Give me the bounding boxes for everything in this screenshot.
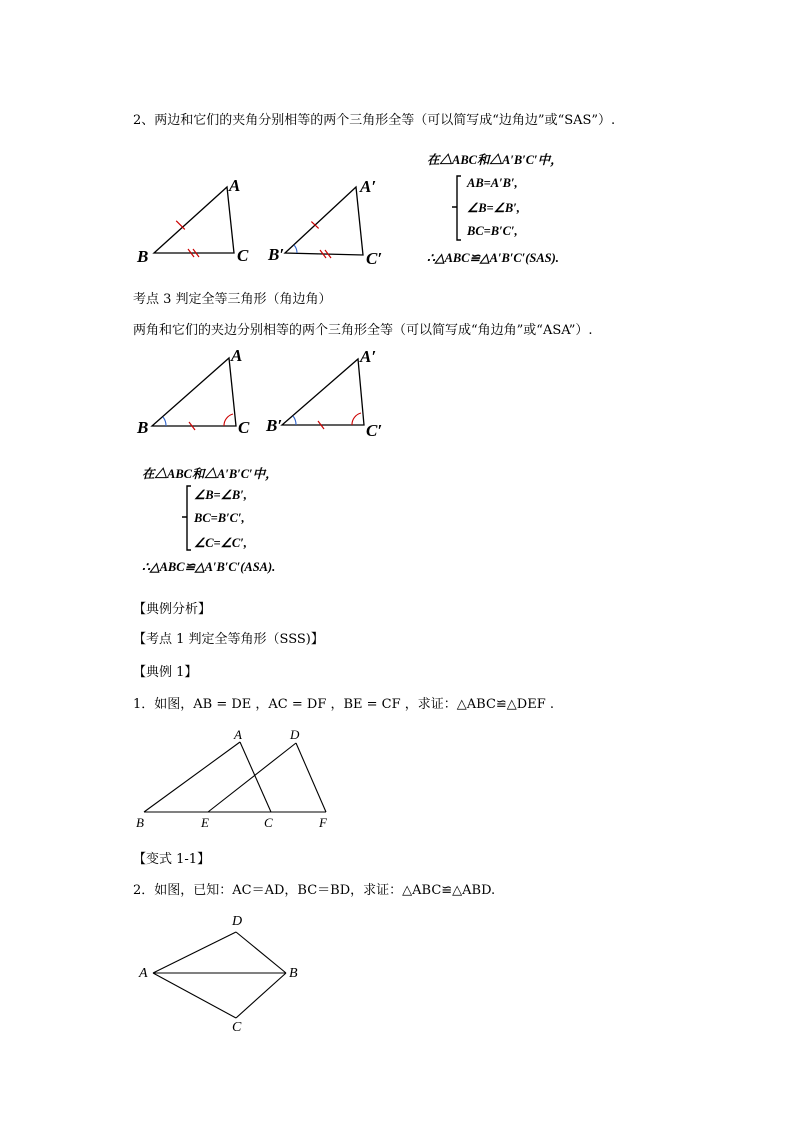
asa-label-b: B [137, 418, 149, 437]
variant-label: 【变式 1-1】 [133, 852, 211, 867]
asa-label-a-prime: A′ [360, 347, 377, 366]
asa-label-c-prime: C′ [366, 421, 383, 440]
topic-heading: 【考点 1 判定全等角形（SSS)】 [133, 632, 324, 647]
asa-proof-line-1: ∠B=∠B′, [194, 488, 247, 502]
fig4-label-a: A [139, 966, 148, 981]
sas-label-a-prime: A′ [360, 177, 377, 196]
sas-label-b: B [137, 247, 149, 266]
sas-proof-conclusion: ∴△ABC≌△A′B′C′(SAS). [427, 251, 559, 265]
fig3-label-f: F [319, 815, 327, 830]
sas-label-b-prime: B′ [268, 245, 285, 264]
fig3-label-a: A [234, 727, 242, 742]
fig3-label-e: E [201, 815, 209, 830]
asa-label-a: A [231, 346, 243, 365]
sas-proof-intro: 在△ABC和△A′B′C′中， [427, 153, 563, 167]
sas-label-c: C [237, 246, 249, 265]
sas-proof-line-1: AB=A′B′, [467, 176, 518, 190]
section-heading: 【典例分析】 [133, 602, 212, 617]
problem-1: 1．如图，AB = DE ，AC = DF ，BE = CF ，求证：△ABC≌△DEF . [133, 697, 554, 712]
asa-proof-conclusion: ∴△ABC≌△A′B′C′(ASA). [142, 560, 276, 574]
asa-label-b-prime: B′ [266, 416, 283, 435]
asa-statement: 两角和它们的夹边分别相等的两个三角形全等（可以简写成“角边角”或“ASA”）. [133, 323, 593, 338]
fig4-label-c: C [232, 1020, 242, 1035]
problem-2: 2．如图，已知：AC＝AD，BC＝BD，求证：△ABC≌△ABD. [133, 883, 496, 898]
sas-label-a: A [229, 176, 241, 195]
fig4-label-d: D [232, 914, 243, 929]
asa-proof-intro: 在△ABC和△A′B′C′中， [142, 467, 278, 481]
asa-proof-line-2: BC=B′C′, [194, 511, 245, 525]
fig3-label-d: D [290, 727, 300, 742]
asa-heading: 考点 3 判定全等三角形（角边角） [133, 292, 332, 307]
sas-proof-line-3: BC=B′C′, [467, 224, 518, 238]
fig3-label-b: B [136, 815, 144, 830]
example-label: 【典例 1】 [133, 665, 198, 680]
sas-label-c-prime: C′ [366, 249, 383, 268]
asa-proof-line-3: ∠C=∠C′, [194, 536, 247, 550]
fig4-label-b: B [289, 966, 298, 981]
sas-statement: 2、两边和它们的夹角分别相等的两个三角形全等（可以简写成“边角边”或“SAS”）. [133, 113, 616, 128]
asa-label-c: C [238, 418, 250, 437]
sas-proof-line-2: ∠B=∠B′, [467, 201, 520, 215]
fig3-label-c: C [264, 815, 273, 830]
